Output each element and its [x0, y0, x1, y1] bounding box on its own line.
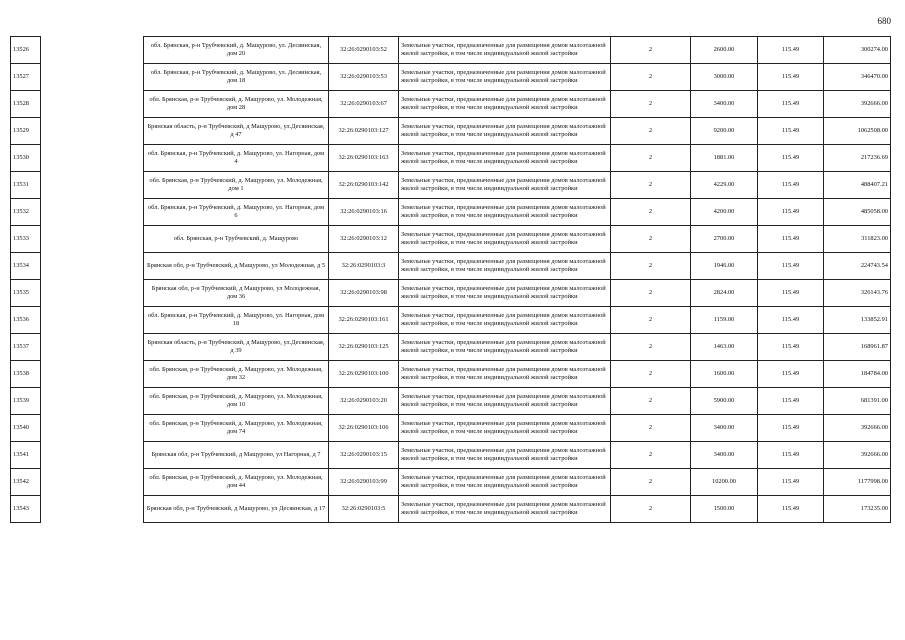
record-number-cell: 13531	[11, 172, 41, 199]
table-row	[11, 37, 891, 64]
record-number-cell: 13526	[11, 37, 41, 64]
usage-type-cell: Земельные участки, предназначенные для размещения домов малоэтажной жилой застройки, в том числе индивидуальной жилой застройки	[399, 91, 611, 118]
address-cell: Брянская область, р-н Трубчевский, д Мащурово, ул.Десяинская, д 39	[144, 334, 329, 361]
area-cell: 1600.00	[691, 361, 758, 388]
record-number-cell: 13541	[11, 442, 41, 469]
usage-type-cell: Земельные участки, предназначенные для размещения домов малоэтажной жилой застройки, в том числе индивидуальной жилой застройки	[399, 145, 611, 172]
category-cell: 2	[611, 388, 691, 415]
spacer-cell	[41, 199, 144, 226]
table-row	[11, 280, 891, 307]
spacer-cell	[41, 334, 144, 361]
address-cell: обл. Брянская, р-н Трубчевский, д. Мащурово, ул. Нагорная, дом 4	[144, 145, 329, 172]
record-number-cell: 13536	[11, 307, 41, 334]
usage-type-cell: Земельные участки, предназначенные для размещения домов малоэтажной жилой застройки, в том числе индивидуальной жилой застройки	[399, 280, 611, 307]
address-cell: обл. Брянская, р-н Трубчевский, д. Мащурово, ул. Десяинская, дом 20	[144, 37, 329, 64]
area-cell: 3400.00	[691, 442, 758, 469]
rate-cell: 115.49	[758, 415, 824, 442]
record-number-cell: 13539	[11, 388, 41, 415]
usage-type-cell: Земельные участки, предназначенные для размещения домов малоэтажной жилой застройки, в том числе индивидуальной жилой застройки	[399, 199, 611, 226]
address-cell: обл. Брянская, р-н Трубчевский, д. Мащурово, ул. Нагорная, дом 6	[144, 199, 329, 226]
usage-type-cell: Земельные участки, предназначенные для размещения домов малоэтажной жилой застройки, в том числе индивидуальной жилой застройки	[399, 64, 611, 91]
record-number-cell: 13529	[11, 118, 41, 145]
cadastral-value-cell: 485058.00	[824, 199, 891, 226]
address-cell: обл. Брянская, р-н Трубчевский, д. Мащурово	[144, 226, 329, 253]
cadastral-value-cell: 392666.00	[824, 91, 891, 118]
rate-cell: 115.49	[758, 37, 824, 64]
usage-type-cell: Земельные участки, предназначенные для размещения домов малоэтажной жилой застройки, в том числе индивидуальной жилой застройки	[399, 388, 611, 415]
address-cell: Брянская обл, р-н Трубчевский, д Мащурово, ул Десяинская, д 17	[144, 496, 329, 523]
cadastral-value-cell: 681391.00	[824, 388, 891, 415]
rate-cell: 115.49	[758, 388, 824, 415]
address-cell: обл. Брянская, р-н Трубчевский, д. Мащурово, ул. Молодежная, дом 28	[144, 91, 329, 118]
land-plot-table	[10, 36, 891, 523]
spacer-cell	[41, 226, 144, 253]
cadastral-value-cell: 300274.00	[824, 37, 891, 64]
usage-type-cell: Земельные участки, предназначенные для размещения домов малоэтажной жилой застройки, в том числе индивидуальной жилой застройки	[399, 226, 611, 253]
rate-cell: 115.49	[758, 199, 824, 226]
usage-type-cell: Земельные участки, предназначенные для размещения домов малоэтажной жилой застройки, в том числе индивидуальной жилой застройки	[399, 469, 611, 496]
cadastral-number-cell: 32:26:0290103:161	[329, 307, 399, 334]
spacer-cell	[41, 361, 144, 388]
usage-type-cell: Земельные участки, предназначенные для размещения домов малоэтажной жилой застройки, в том числе индивидуальной жилой застройки	[399, 415, 611, 442]
record-number-cell: 13543	[11, 496, 41, 523]
spacer-cell	[41, 172, 144, 199]
category-cell: 2	[611, 64, 691, 91]
area-cell: 4200.00	[691, 199, 758, 226]
address-cell: обл. Брянская, р-н Трубчевский, д. Мащурово, ул. Молодежная, дом 44	[144, 469, 329, 496]
table-row	[11, 388, 891, 415]
record-number-cell: 13528	[11, 91, 41, 118]
record-number-cell: 13535	[11, 280, 41, 307]
rate-cell: 115.49	[758, 280, 824, 307]
rate-cell: 115.49	[758, 91, 824, 118]
area-cell: 2700.00	[691, 226, 758, 253]
rate-cell: 115.49	[758, 307, 824, 334]
spacer-cell	[41, 253, 144, 280]
cadastral-value-cell: 173235.00	[824, 496, 891, 523]
usage-type-cell: Земельные участки, предназначенные для размещения домов малоэтажной жилой застройки, в том числе индивидуальной жилой застройки	[399, 496, 611, 523]
rate-cell: 115.49	[758, 469, 824, 496]
spacer-cell	[41, 64, 144, 91]
spacer-cell	[41, 118, 144, 145]
cadastral-value-cell: 392666.00	[824, 415, 891, 442]
area-cell: 3400.00	[691, 91, 758, 118]
cadastral-number-cell: 32:26:0290103:52	[329, 37, 399, 64]
cadastral-number-cell: 32:26:0290103:98	[329, 280, 399, 307]
spacer-cell	[41, 496, 144, 523]
category-cell: 2	[611, 469, 691, 496]
usage-type-cell: Земельные участки, предназначенные для размещения домов малоэтажной жилой застройки, в том числе индивидуальной жилой застройки	[399, 334, 611, 361]
table-row	[11, 145, 891, 172]
category-cell: 2	[611, 415, 691, 442]
table-row	[11, 496, 891, 523]
cadastral-number-cell: 32:26:0290103:3	[329, 253, 399, 280]
cadastral-number-cell: 32:26:0290103:15	[329, 442, 399, 469]
record-number-cell: 13542	[11, 469, 41, 496]
spacer-cell	[41, 280, 144, 307]
table-row	[11, 172, 891, 199]
record-number-cell: 13540	[11, 415, 41, 442]
table-row	[11, 469, 891, 496]
usage-type-cell: Земельные участки, предназначенные для размещения домов малоэтажной жилой застройки, в том числе индивидуальной жилой застройки	[399, 37, 611, 64]
cadastral-value-cell: 1177998.00	[824, 469, 891, 496]
record-number-cell: 13532	[11, 199, 41, 226]
cadastral-number-cell: 32:26:0290103:100	[329, 361, 399, 388]
table-row	[11, 334, 891, 361]
address-cell: обл. Брянская, р-н Трубчевский, д. Мащурово, ул. Нагорная, дом 18	[144, 307, 329, 334]
address-cell: Брянская обл, р-н Трубчевский, д Мащурово, ул Нагорная, д 7	[144, 442, 329, 469]
category-cell: 2	[611, 334, 691, 361]
cadastral-number-cell: 32:26:0290103:67	[329, 91, 399, 118]
rate-cell: 115.49	[758, 496, 824, 523]
category-cell: 2	[611, 118, 691, 145]
area-cell: 3000.00	[691, 64, 758, 91]
spacer-cell	[41, 415, 144, 442]
area-cell: 1881.00	[691, 145, 758, 172]
spacer-cell	[41, 442, 144, 469]
category-cell: 2	[611, 145, 691, 172]
table-row	[11, 415, 891, 442]
usage-type-cell: Земельные участки, предназначенные для размещения домов малоэтажной жилой застройки, в том числе индивидуальной жилой застройки	[399, 253, 611, 280]
spacer-cell	[41, 388, 144, 415]
table-row	[11, 64, 891, 91]
area-cell: 10200.00	[691, 469, 758, 496]
category-cell: 2	[611, 442, 691, 469]
record-number-cell: 13530	[11, 145, 41, 172]
cadastral-value-cell: 184784.00	[824, 361, 891, 388]
spacer-cell	[41, 469, 144, 496]
rate-cell: 115.49	[758, 253, 824, 280]
cadastral-number-cell: 32:26:0290103:99	[329, 469, 399, 496]
usage-type-cell: Земельные участки, предназначенные для размещения домов малоэтажной жилой застройки, в том числе индивидуальной жилой застройки	[399, 442, 611, 469]
cadastral-value-cell: 217236.69	[824, 145, 891, 172]
record-number-cell: 13534	[11, 253, 41, 280]
rate-cell: 115.49	[758, 334, 824, 361]
category-cell: 2	[611, 37, 691, 64]
cadastral-number-cell: 32:26:0290103:125	[329, 334, 399, 361]
table-row	[11, 442, 891, 469]
cadastral-number-cell: 32:26:0290103:20	[329, 388, 399, 415]
spacer-cell	[41, 91, 144, 118]
area-cell: 3400.00	[691, 415, 758, 442]
rate-cell: 115.49	[758, 442, 824, 469]
address-cell: Брянская обл, р-н Трубчевский, д Мащурово, ул Молодежная, дом 36	[144, 280, 329, 307]
cadastral-number-cell: 32:26:0290103:163	[329, 145, 399, 172]
usage-type-cell: Земельные участки, предназначенные для размещения домов малоэтажной жилой застройки, в том числе индивидуальной жилой застройки	[399, 172, 611, 199]
record-number-cell: 13533	[11, 226, 41, 253]
table-row	[11, 253, 891, 280]
cadastral-value-cell: 224743.54	[824, 253, 891, 280]
table-row	[11, 199, 891, 226]
category-cell: 2	[611, 172, 691, 199]
usage-type-cell: Земельные участки, предназначенные для размещения домов малоэтажной жилой застройки, в том числе индивидуальной жилой застройки	[399, 118, 611, 145]
rate-cell: 115.49	[758, 172, 824, 199]
area-cell: 9200.00	[691, 118, 758, 145]
cadastral-value-cell: 311823.00	[824, 226, 891, 253]
area-cell: 2824.00	[691, 280, 758, 307]
rate-cell: 115.49	[758, 226, 824, 253]
category-cell: 2	[611, 226, 691, 253]
record-number-cell: 13537	[11, 334, 41, 361]
table-row	[11, 307, 891, 334]
category-cell: 2	[611, 361, 691, 388]
spacer-cell	[41, 145, 144, 172]
table-row	[11, 226, 891, 253]
cadastral-number-cell: 32:26:0290103:106	[329, 415, 399, 442]
address-cell: обл. Брянская, р-н Трубчевский, д. Мащурово, ул. Десяинская, дом 18	[144, 64, 329, 91]
cadastral-number-cell: 32:26:0290103:12	[329, 226, 399, 253]
spacer-cell	[41, 37, 144, 64]
cadastral-number-cell: 32:26:0290103:127	[329, 118, 399, 145]
category-cell: 2	[611, 280, 691, 307]
category-cell: 2	[611, 199, 691, 226]
area-cell: 1946.00	[691, 253, 758, 280]
page-number: 680	[877, 16, 891, 26]
rate-cell: 115.49	[758, 145, 824, 172]
address-cell: обл. Брянская, р-н Трубчевский, д. Мащурово, ул. Молодежная, дом 1	[144, 172, 329, 199]
rate-cell: 115.49	[758, 361, 824, 388]
table-row	[11, 118, 891, 145]
category-cell: 2	[611, 496, 691, 523]
cadastral-number-cell: 32:26:0290103:16	[329, 199, 399, 226]
address-cell: обл. Брянская, р-н Трубчевский, д. Мащурово, ул. Молодежная, дом 10	[144, 388, 329, 415]
usage-type-cell: Земельные участки, предназначенные для размещения домов малоэтажной жилой застройки, в том числе индивидуальной жилой застройки	[399, 361, 611, 388]
cadastral-number-cell: 32:26:0290103:53	[329, 64, 399, 91]
cadastral-value-cell: 326143.76	[824, 280, 891, 307]
table-row	[11, 361, 891, 388]
cadastral-number-cell: 32:26:0290103:5	[329, 496, 399, 523]
area-cell: 4229.00	[691, 172, 758, 199]
address-cell: Брянская область, р-н Трубчевский, д Мащурово, ул.Десяинская, д 47	[144, 118, 329, 145]
cadastral-value-cell: 133852.91	[824, 307, 891, 334]
address-cell: обл. Брянская, р-н Трубчевский, д. Мащурово, ул. Молодежная, дом 74	[144, 415, 329, 442]
area-cell: 1500.00	[691, 496, 758, 523]
address-cell: обл. Брянская, р-н Трубчевский, д. Мащурово, ул. Молодежная, дом 32	[144, 361, 329, 388]
cadastral-value-cell: 1062508.00	[824, 118, 891, 145]
category-cell: 2	[611, 307, 691, 334]
area-cell: 1463.00	[691, 334, 758, 361]
address-cell: Брянская обл, р-н Трубчевский, д Мащурово, ул Молодежная, д 5	[144, 253, 329, 280]
cadastral-value-cell: 392666.00	[824, 442, 891, 469]
cadastral-number-cell: 32:26:0290103:142	[329, 172, 399, 199]
rate-cell: 115.49	[758, 118, 824, 145]
record-number-cell: 13538	[11, 361, 41, 388]
table-row	[11, 91, 891, 118]
table-body	[11, 37, 891, 523]
category-cell: 2	[611, 91, 691, 118]
area-cell: 1159.00	[691, 307, 758, 334]
record-number-cell: 13527	[11, 64, 41, 91]
rate-cell: 115.49	[758, 64, 824, 91]
cadastral-value-cell: 488407.21	[824, 172, 891, 199]
area-cell: 2600.00	[691, 37, 758, 64]
category-cell: 2	[611, 253, 691, 280]
area-cell: 5900.00	[691, 388, 758, 415]
cadastral-value-cell: 168961.87	[824, 334, 891, 361]
cadastral-value-cell: 346470.00	[824, 64, 891, 91]
spacer-cell	[41, 307, 144, 334]
usage-type-cell: Земельные участки, предназначенные для размещения домов малоэтажной жилой застройки, в том числе индивидуальной жилой застройки	[399, 307, 611, 334]
